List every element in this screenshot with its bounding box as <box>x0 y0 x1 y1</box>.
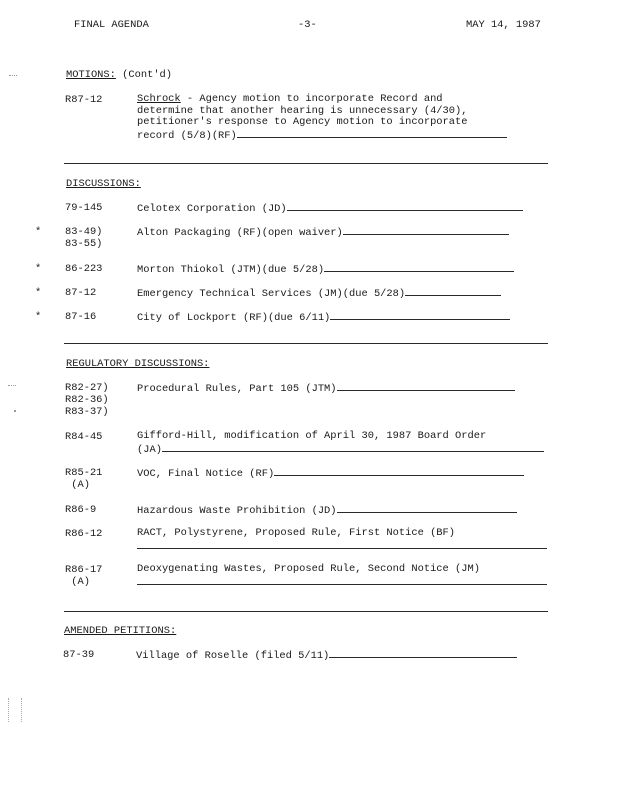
motions-heading-suffix: (Cont'd) <box>122 69 173 81</box>
motion-line4: record (5/8)(RF) <box>137 129 237 142</box>
priority-marker: * <box>35 311 42 323</box>
discussion-text: Emergency Technical Services (JM)(due 5/28) <box>137 288 406 300</box>
discussion-item <box>137 287 501 301</box>
regulatory-item <box>137 382 515 396</box>
priority-marker: * <box>35 263 42 275</box>
motion-code: R87-12 <box>65 94 103 106</box>
scan-speck <box>14 410 16 412</box>
scan-speck <box>8 385 16 390</box>
discussion-item <box>137 226 509 240</box>
amended-item <box>136 649 517 663</box>
discussion-text: City of Lockport (RF)(due 6/11) <box>137 312 331 324</box>
fill-line <box>329 649 517 658</box>
motion-line2: determine that another hearing is unnecessary (4/30), <box>137 104 468 117</box>
fill-line <box>343 226 509 235</box>
discussion-code: 87-12 <box>65 287 97 299</box>
regulatory-code <box>65 564 102 588</box>
regulatory-code: R84-45 <box>65 431 103 443</box>
discussion-text: Celotex Corporation (JD) <box>137 203 287 215</box>
regulatory-code-line: R86-17 <box>65 564 103 576</box>
fill-line <box>137 576 547 585</box>
priority-marker: * <box>35 287 42 299</box>
amended-heading: AMENDED PETITIONS: <box>64 625 177 637</box>
regulatory-code <box>65 467 102 491</box>
regulatory-code-line: R85-21 <box>65 467 103 479</box>
discussion-item <box>137 263 514 277</box>
regulatory-heading: REGULATORY DISCUSSIONS: <box>66 358 210 370</box>
motion-item <box>137 94 507 142</box>
discussion-code: 87-16 <box>65 311 97 323</box>
discussion-code <box>65 226 102 250</box>
regulatory-code: R86-12 <box>65 528 103 540</box>
fill-line <box>137 540 547 549</box>
regulatory-code <box>65 382 109 418</box>
regulatory-item <box>137 564 547 589</box>
discussion-item <box>137 202 523 216</box>
section-divider <box>64 611 548 612</box>
fill-line <box>337 504 517 513</box>
regulatory-item <box>137 504 517 518</box>
regulatory-text: Gifford-Hill, modification of April 30, 1987 Board Order <box>137 430 487 442</box>
fill-line <box>324 263 514 272</box>
page-number: -3- <box>298 19 317 31</box>
fill-line <box>405 287 501 296</box>
discussion-item <box>137 311 510 325</box>
fill-line <box>330 311 510 320</box>
discussion-code-line: 83-49) <box>65 226 103 238</box>
regulatory-text: VOC, Final Notice (RF) <box>137 468 275 480</box>
motion-petitioner: Schrock <box>137 93 181 105</box>
fill-line <box>274 467 524 476</box>
fill-line <box>237 129 507 138</box>
regulatory-item <box>137 467 524 481</box>
section-divider <box>64 343 548 344</box>
regulatory-text: Procedural Rules, Part 105 (JTM) <box>137 383 337 395</box>
regulatory-text-cont: (JA) <box>137 443 162 456</box>
regulatory-code-line: R82-36) <box>65 394 109 406</box>
discussion-text: Morton Thiokol (JTM)(due 5/28) <box>137 264 325 276</box>
regulatory-text: RACT, Polystyrene, Proposed Rule, First Notice (BF) <box>137 527 456 539</box>
regulatory-item <box>137 528 547 553</box>
regulatory-code-line: R82-27) <box>65 382 109 394</box>
regulatory-text: Hazardous Waste Prohibition (JD) <box>137 505 337 517</box>
regulatory-code-line: (A) <box>65 479 90 491</box>
amended-code: 87-39 <box>63 649 95 661</box>
fill-line <box>287 202 523 211</box>
discussions-heading: DISCUSSIONS: <box>66 178 141 190</box>
fill-line <box>162 443 544 452</box>
discussion-code: 79-145 <box>65 202 103 214</box>
discussion-code-line: 83-55) <box>65 238 103 250</box>
header-left: FINAL AGENDA <box>74 19 149 31</box>
motion-line1: - Agency motion to incorporate Record and <box>180 93 443 105</box>
fill-line <box>337 382 515 391</box>
section-divider <box>64 163 548 164</box>
motions-heading-label: MOTIONS: <box>66 69 116 81</box>
regulatory-code: R86-9 <box>65 504 97 516</box>
discussion-text: Alton Packaging (RF)(open waiver) <box>137 227 343 239</box>
motion-line3: petitioner's response to Agency motion to incorporate <box>137 116 468 128</box>
regulatory-code-line: (A) <box>65 576 90 588</box>
scan-speck <box>8 698 22 722</box>
priority-marker: * <box>35 226 42 238</box>
regulatory-text: Deoxygenating Wastes, Proposed Rule, Second Notice (JM) <box>137 563 480 575</box>
regulatory-item <box>137 431 544 456</box>
discussion-code: 86-223 <box>65 263 103 275</box>
scan-speck <box>9 75 17 80</box>
amended-text: Village of Roselle (filed 5/11) <box>136 650 330 662</box>
motions-heading <box>66 69 172 81</box>
header-date: MAY 14, 1987 <box>466 19 541 31</box>
regulatory-code-line: R83-37) <box>65 406 109 418</box>
